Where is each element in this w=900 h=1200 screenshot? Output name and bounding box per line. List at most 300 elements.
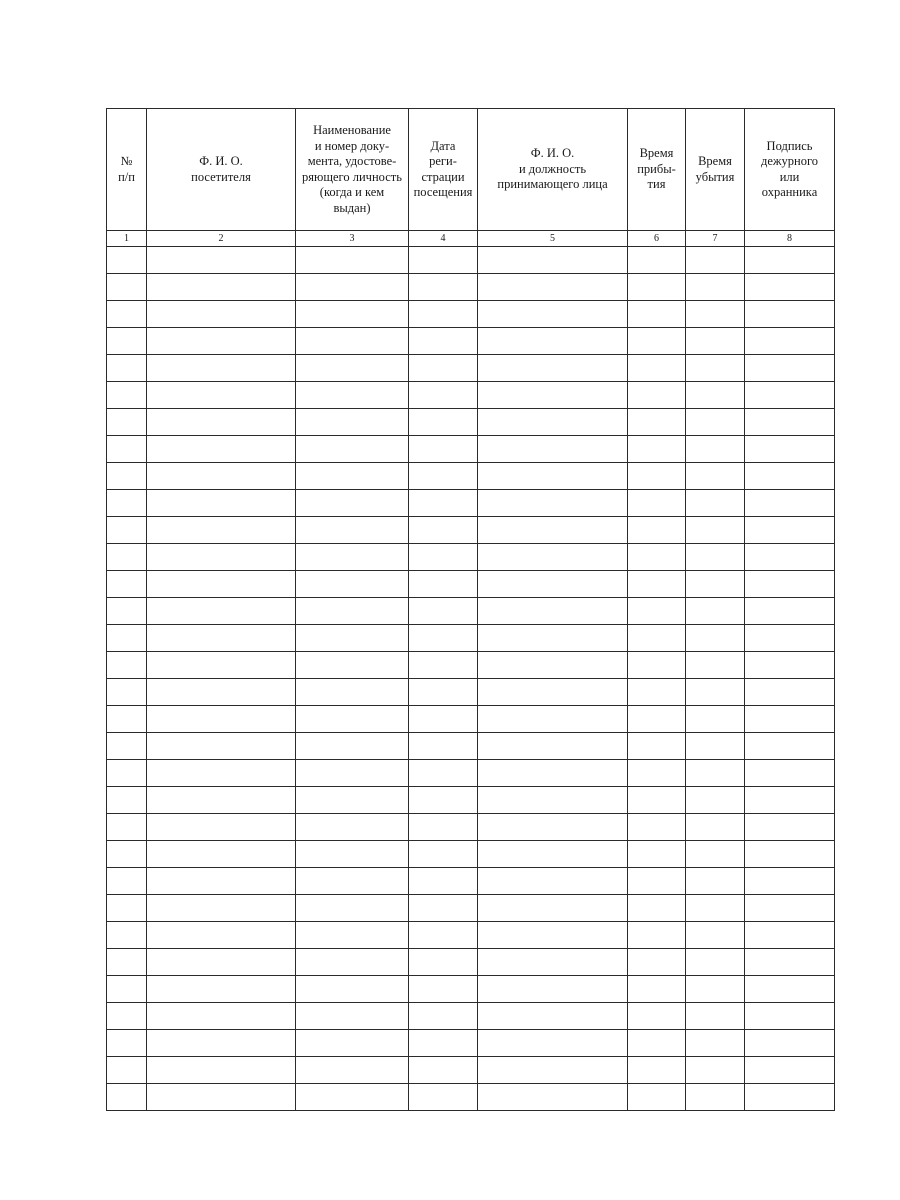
- blank-entry-cell: [296, 679, 409, 706]
- blank-entry-cell: [409, 949, 478, 976]
- blank-entry-cell: [296, 841, 409, 868]
- blank-entry-cell: [686, 355, 745, 382]
- blank-entry-cell: [107, 976, 147, 1003]
- blank-entry-cell: [296, 652, 409, 679]
- blank-entry-cell: [409, 895, 478, 922]
- blank-entry-cell: [107, 247, 147, 274]
- blank-entry-cell: [147, 1057, 296, 1084]
- blank-entry-cell: [296, 625, 409, 652]
- blank-entry-row: [107, 1030, 835, 1057]
- blank-entry-row: [107, 976, 835, 1003]
- blank-entry-cell: [686, 787, 745, 814]
- blank-entry-cell: [686, 436, 745, 463]
- blank-entry-cell: [296, 733, 409, 760]
- blank-entry-cell: [745, 328, 835, 355]
- blank-entry-row: [107, 463, 835, 490]
- blank-entry-cell: [478, 1030, 628, 1057]
- blank-entry-cell: [107, 787, 147, 814]
- blank-entry-cell: [478, 787, 628, 814]
- blank-entry-row: [107, 733, 835, 760]
- blank-entry-cell: [745, 814, 835, 841]
- blank-entry-cell: [478, 274, 628, 301]
- blank-entry-cell: [745, 652, 835, 679]
- blank-entry-row: [107, 517, 835, 544]
- blank-entry-cell: [147, 1003, 296, 1030]
- blank-entry-cell: [296, 517, 409, 544]
- blank-entry-cell: [296, 1003, 409, 1030]
- visitor-log-table: [106, 108, 835, 1111]
- blank-entry-cell: [478, 922, 628, 949]
- blank-entry-cell: [686, 544, 745, 571]
- blank-entry-cell: [107, 1057, 147, 1084]
- blank-entry-cell: [409, 1057, 478, 1084]
- blank-entry-cell: [147, 922, 296, 949]
- blank-entry-cell: [478, 679, 628, 706]
- blank-entry-cell: [147, 382, 296, 409]
- column-number: 2: [147, 231, 296, 247]
- blank-entry-cell: [686, 814, 745, 841]
- column-header-cell: [409, 109, 478, 231]
- blank-entry-cell: [745, 706, 835, 733]
- blank-entry-cell: [628, 1084, 686, 1111]
- column-number: 4: [409, 231, 478, 247]
- blank-entry-cell: [686, 490, 745, 517]
- blank-entry-cell: [478, 868, 628, 895]
- blank-entry-cell: [409, 544, 478, 571]
- blank-entry-cell: [409, 1030, 478, 1057]
- blank-entry-cell: [107, 571, 147, 598]
- blank-entry-cell: [478, 895, 628, 922]
- blank-entry-cell: [107, 517, 147, 544]
- blank-entry-cell: [745, 787, 835, 814]
- blank-entry-cell: [296, 976, 409, 1003]
- blank-entry-cell: [409, 409, 478, 436]
- blank-entry-cell: [686, 625, 745, 652]
- blank-entry-cell: [745, 301, 835, 328]
- blank-entry-cell: [409, 868, 478, 895]
- blank-entry-cell: [478, 490, 628, 517]
- blank-entry-cell: [147, 1084, 296, 1111]
- blank-entry-cell: [628, 787, 686, 814]
- blank-entry-cell: [686, 760, 745, 787]
- blank-entry-cell: [147, 949, 296, 976]
- blank-entry-cell: [628, 1057, 686, 1084]
- blank-entry-cell: [296, 868, 409, 895]
- blank-entry-cell: [478, 382, 628, 409]
- blank-entry-cell: [107, 328, 147, 355]
- blank-entry-cell: [409, 463, 478, 490]
- blank-entry-cell: [686, 382, 745, 409]
- blank-entry-cell: [745, 247, 835, 274]
- blank-entry-cell: [478, 1003, 628, 1030]
- blank-entry-cell: [628, 922, 686, 949]
- column-header-departure-time: Время убытия: [695, 154, 735, 184]
- blank-entry-cell: [686, 517, 745, 544]
- blank-entry-cell: [478, 760, 628, 787]
- blank-entry-cell: [745, 274, 835, 301]
- blank-entry-cell: [745, 895, 835, 922]
- blank-entry-cell: [147, 571, 296, 598]
- blank-entry-row: [107, 625, 835, 652]
- blank-entry-cell: [478, 247, 628, 274]
- column-number-row: [107, 231, 835, 247]
- blank-entry-row: [107, 814, 835, 841]
- blank-entry-cell: [409, 598, 478, 625]
- blank-entry-cell: [107, 544, 147, 571]
- blank-entry-cell: [147, 598, 296, 625]
- blank-entry-cell: [107, 679, 147, 706]
- blank-entry-cell: [478, 652, 628, 679]
- blank-entry-cell: [628, 625, 686, 652]
- blank-entry-cell: [107, 895, 147, 922]
- blank-entry-cell: [478, 436, 628, 463]
- blank-entry-cell: [147, 355, 296, 382]
- column-number: 1: [107, 231, 147, 247]
- blank-entry-cell: [686, 922, 745, 949]
- blank-entry-cell: [686, 274, 745, 301]
- blank-entry-cell: [745, 841, 835, 868]
- blank-entry-cell: [147, 868, 296, 895]
- blank-entry-cell: [107, 625, 147, 652]
- blank-entry-cell: [409, 436, 478, 463]
- blank-entry-cell: [745, 733, 835, 760]
- blank-entry-cell: [745, 922, 835, 949]
- blank-entry-cell: [478, 598, 628, 625]
- blank-entry-cell: [409, 571, 478, 598]
- column-header-cell: [478, 109, 628, 231]
- blank-entry-row: [107, 922, 835, 949]
- blank-entry-row: [107, 571, 835, 598]
- blank-entry-cell: [628, 436, 686, 463]
- column-header-arrival-time: Время прибы- тия: [637, 146, 676, 192]
- blank-entry-cell: [147, 517, 296, 544]
- blank-entry-cell: [686, 247, 745, 274]
- blank-entry-cell: [409, 787, 478, 814]
- blank-entry-cell: [296, 895, 409, 922]
- blank-entry-cell: [296, 247, 409, 274]
- blank-entry-cell: [745, 436, 835, 463]
- blank-entry-cell: [628, 247, 686, 274]
- column-number: 5: [478, 231, 628, 247]
- blank-entry-cell: [745, 1057, 835, 1084]
- blank-entry-cell: [409, 706, 478, 733]
- blank-entry-cell: [628, 976, 686, 1003]
- blank-entry-cell: [686, 976, 745, 1003]
- blank-entry-cell: [745, 1084, 835, 1111]
- blank-entry-cell: [296, 1057, 409, 1084]
- blank-entry-cell: [745, 868, 835, 895]
- blank-entry-cell: [107, 814, 147, 841]
- blank-entry-cell: [409, 1084, 478, 1111]
- blank-entry-cell: [409, 841, 478, 868]
- blank-entry-cell: [686, 598, 745, 625]
- column-number: 7: [686, 231, 745, 247]
- blank-entry-row: [107, 328, 835, 355]
- blank-entry-cell: [296, 1030, 409, 1057]
- blank-entry-cell: [147, 409, 296, 436]
- blank-entry-row: [107, 490, 835, 517]
- blank-entry-cell: [147, 760, 296, 787]
- blank-entry-cell: [409, 274, 478, 301]
- blank-entry-cell: [628, 301, 686, 328]
- blank-entry-cell: [296, 355, 409, 382]
- blank-entry-cell: [686, 463, 745, 490]
- blank-entry-cell: [409, 301, 478, 328]
- blank-entry-cell: [409, 976, 478, 1003]
- column-header-cell: [147, 109, 296, 231]
- column-number: 8: [745, 231, 835, 247]
- blank-entry-cell: [745, 598, 835, 625]
- blank-entry-cell: [745, 544, 835, 571]
- blank-entry-cell: [296, 544, 409, 571]
- blank-entry-cell: [628, 274, 686, 301]
- blank-entry-row: [107, 949, 835, 976]
- blank-entry-row: [107, 409, 835, 436]
- blank-entry-cell: [745, 490, 835, 517]
- blank-entry-cell: [478, 463, 628, 490]
- blank-entry-cell: [147, 706, 296, 733]
- column-header-number: № п/п: [118, 154, 135, 184]
- blank-entry-cell: [628, 328, 686, 355]
- blank-entry-cell: [686, 571, 745, 598]
- column-header-cell: [686, 109, 745, 231]
- blank-entry-cell: [409, 328, 478, 355]
- blank-entry-cell: [745, 571, 835, 598]
- column-header-cell: [745, 109, 835, 231]
- blank-entry-cell: [107, 409, 147, 436]
- blank-entry-cell: [745, 1030, 835, 1057]
- blank-entry-cell: [296, 463, 409, 490]
- blank-entry-cell: [409, 814, 478, 841]
- blank-entry-cell: [147, 841, 296, 868]
- blank-entry-cell: [296, 949, 409, 976]
- blank-entry-cell: [107, 382, 147, 409]
- blank-entry-cell: [409, 247, 478, 274]
- blank-entry-cell: [107, 1084, 147, 1111]
- blank-entry-cell: [147, 1030, 296, 1057]
- blank-entry-cell: [296, 814, 409, 841]
- header-row: [107, 109, 835, 231]
- blank-entry-cell: [107, 733, 147, 760]
- blank-entry-cell: [478, 1084, 628, 1111]
- blank-entry-cell: [409, 382, 478, 409]
- blank-entry-cell: [107, 706, 147, 733]
- blank-entry-cell: [147, 463, 296, 490]
- blank-entry-cell: [628, 1030, 686, 1057]
- blank-entry-cell: [686, 706, 745, 733]
- blank-entry-cell: [107, 949, 147, 976]
- blank-entry-row: [107, 355, 835, 382]
- blank-entry-cell: [296, 760, 409, 787]
- column-header-registration-date: Дата реги- страции посещения: [413, 138, 473, 199]
- blank-entry-cell: [628, 652, 686, 679]
- blank-entry-row: [107, 868, 835, 895]
- blank-entry-cell: [628, 733, 686, 760]
- blank-entry-cell: [478, 976, 628, 1003]
- blank-entry-cell: [478, 706, 628, 733]
- blank-entry-cell: [478, 1057, 628, 1084]
- blank-entry-cell: [409, 679, 478, 706]
- column-number: 6: [628, 231, 686, 247]
- blank-entry-cell: [296, 706, 409, 733]
- blank-entry-cell: [107, 274, 147, 301]
- blank-entry-cell: [686, 1084, 745, 1111]
- blank-entry-cell: [107, 463, 147, 490]
- blank-entry-cell: [107, 1003, 147, 1030]
- blank-entry-cell: [686, 733, 745, 760]
- blank-entry-row: [107, 598, 835, 625]
- blank-entry-cell: [296, 436, 409, 463]
- blank-entry-cell: [686, 949, 745, 976]
- blank-entry-cell: [409, 1003, 478, 1030]
- blank-entry-cell: [147, 895, 296, 922]
- blank-entry-cell: [628, 517, 686, 544]
- column-number: 3: [296, 231, 409, 247]
- blank-entry-cell: [409, 733, 478, 760]
- blank-entry-row: [107, 760, 835, 787]
- blank-entry-cell: [628, 760, 686, 787]
- blank-entry-cell: [147, 733, 296, 760]
- blank-entry-cell: [686, 1030, 745, 1057]
- blank-entry-cell: [147, 976, 296, 1003]
- blank-entry-cell: [107, 301, 147, 328]
- blank-entry-cell: [107, 355, 147, 382]
- blank-entry-cell: [147, 247, 296, 274]
- blank-entry-cell: [745, 355, 835, 382]
- blank-entry-cell: [478, 301, 628, 328]
- blank-entry-cell: [296, 301, 409, 328]
- blank-entry-cell: [409, 490, 478, 517]
- blank-entry-cell: [628, 463, 686, 490]
- blank-entry-cell: [147, 679, 296, 706]
- blank-entry-cell: [147, 274, 296, 301]
- blank-entry-cell: [686, 409, 745, 436]
- blank-entry-cell: [686, 679, 745, 706]
- blank-entry-cell: [745, 760, 835, 787]
- blank-entry-cell: [686, 895, 745, 922]
- blank-entry-cell: [478, 949, 628, 976]
- blank-entry-cell: [686, 1003, 745, 1030]
- blank-entry-cell: [147, 814, 296, 841]
- blank-entry-cell: [628, 571, 686, 598]
- blank-entry-cell: [745, 517, 835, 544]
- blank-entry-cell: [686, 868, 745, 895]
- blank-entry-cell: [628, 679, 686, 706]
- column-header-cell: [628, 109, 686, 231]
- blank-entry-row: [107, 1057, 835, 1084]
- blank-entry-cell: [107, 922, 147, 949]
- blank-entry-cell: [745, 976, 835, 1003]
- blank-entry-cell: [745, 463, 835, 490]
- blank-entry-cell: [745, 1003, 835, 1030]
- blank-entry-cell: [628, 382, 686, 409]
- blank-entry-cell: [409, 355, 478, 382]
- blank-entry-row: [107, 274, 835, 301]
- blank-entry-cell: [409, 652, 478, 679]
- blank-entry-cell: [147, 652, 296, 679]
- blank-entry-cell: [409, 625, 478, 652]
- blank-entry-cell: [107, 868, 147, 895]
- blank-entry-cell: [478, 517, 628, 544]
- blank-entry-cell: [628, 706, 686, 733]
- column-header-visitor-name: Ф. И. О. посетителя: [191, 154, 251, 184]
- blank-entry-row: [107, 247, 835, 274]
- blank-entry-cell: [628, 409, 686, 436]
- blank-entry-row: [107, 895, 835, 922]
- blank-entry-cell: [628, 544, 686, 571]
- blank-entry-cell: [296, 787, 409, 814]
- blank-entry-cell: [686, 328, 745, 355]
- blank-rows: [107, 247, 835, 1111]
- blank-entry-cell: [745, 949, 835, 976]
- blank-entry-row: [107, 301, 835, 328]
- blank-entry-cell: [296, 274, 409, 301]
- blank-entry-cell: [296, 328, 409, 355]
- blank-entry-cell: [107, 598, 147, 625]
- blank-entry-cell: [147, 787, 296, 814]
- blank-entry-cell: [745, 679, 835, 706]
- blank-entry-cell: [147, 436, 296, 463]
- blank-entry-row: [107, 787, 835, 814]
- blank-entry-cell: [147, 328, 296, 355]
- blank-entry-row: [107, 544, 835, 571]
- blank-entry-cell: [147, 625, 296, 652]
- blank-entry-cell: [478, 625, 628, 652]
- blank-entry-cell: [107, 841, 147, 868]
- column-header-cell: [296, 109, 409, 231]
- blank-entry-cell: [686, 301, 745, 328]
- blank-entry-row: [107, 652, 835, 679]
- blank-entry-cell: [628, 1003, 686, 1030]
- column-header-cell: [107, 109, 147, 231]
- blank-entry-row: [107, 436, 835, 463]
- blank-entry-row: [107, 841, 835, 868]
- blank-entry-cell: [478, 409, 628, 436]
- blank-entry-cell: [628, 895, 686, 922]
- blank-entry-cell: [628, 490, 686, 517]
- blank-entry-cell: [296, 598, 409, 625]
- blank-entry-cell: [107, 436, 147, 463]
- blank-entry-cell: [107, 760, 147, 787]
- blank-entry-cell: [409, 517, 478, 544]
- blank-entry-cell: [478, 544, 628, 571]
- blank-entry-cell: [147, 301, 296, 328]
- blank-entry-cell: [628, 598, 686, 625]
- blank-entry-cell: [478, 814, 628, 841]
- blank-entry-cell: [478, 355, 628, 382]
- blank-entry-cell: [296, 922, 409, 949]
- blank-entry-cell: [296, 409, 409, 436]
- blank-entry-cell: [745, 625, 835, 652]
- blank-entry-cell: [478, 841, 628, 868]
- blank-entry-cell: [628, 949, 686, 976]
- blank-entry-cell: [478, 733, 628, 760]
- blank-entry-cell: [478, 328, 628, 355]
- blank-entry-cell: [628, 841, 686, 868]
- blank-entry-cell: [296, 490, 409, 517]
- blank-entry-cell: [628, 868, 686, 895]
- column-header-host-name-position: Ф. И. О. и должность принимающего лица: [497, 146, 608, 192]
- blank-entry-cell: [628, 355, 686, 382]
- blank-entry-cell: [107, 1030, 147, 1057]
- blank-entry-cell: [107, 490, 147, 517]
- blank-entry-cell: [296, 571, 409, 598]
- blank-entry-cell: [296, 382, 409, 409]
- blank-entry-row: [107, 706, 835, 733]
- blank-entry-cell: [147, 544, 296, 571]
- blank-entry-row: [107, 1084, 835, 1111]
- blank-entry-cell: [147, 490, 296, 517]
